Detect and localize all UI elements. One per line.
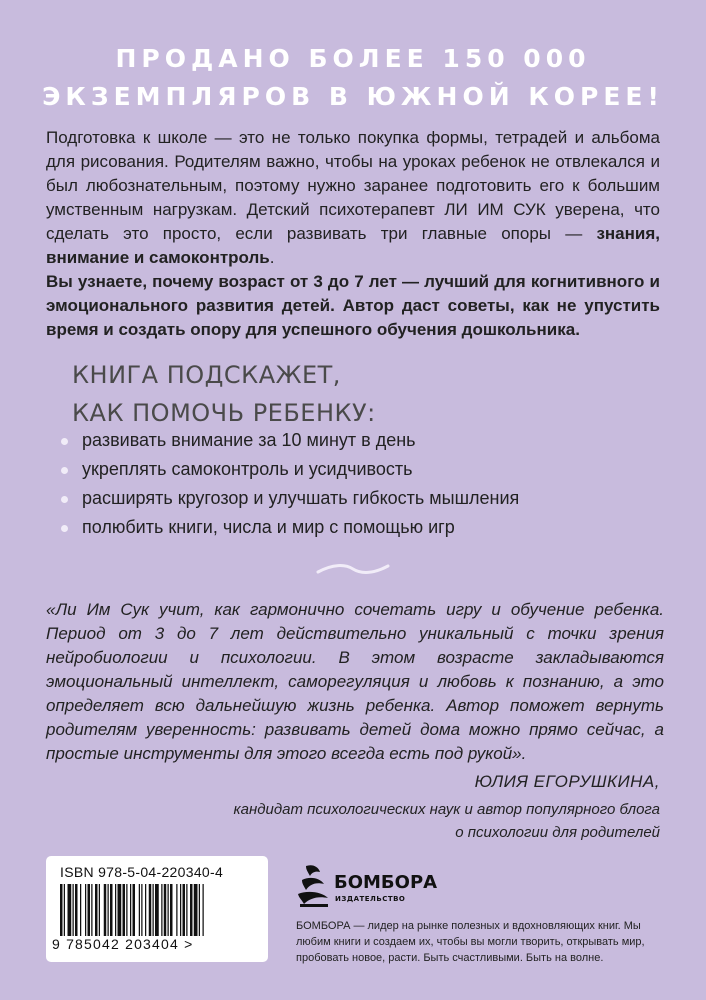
bullet-dot-icon — [61, 438, 68, 445]
headline-line-1: ПРОДАНО БОЛЕЕ 150 000 — [115, 44, 591, 73]
barcode-bar — [60, 884, 63, 936]
barcode-bar — [176, 884, 177, 936]
bullet-dot-icon — [61, 467, 68, 474]
list-item — [60, 513, 660, 542]
barcode-bar — [73, 884, 74, 936]
isbn-text: ISBN 978-5-04-220340-4 — [60, 864, 224, 880]
barcode-bar — [118, 884, 122, 936]
barcode-bar — [91, 884, 92, 936]
barcode-bar — [170, 884, 173, 936]
benefits-list — [60, 426, 660, 542]
barcode-bar — [186, 884, 187, 936]
testimonial-quote: «Ли Им Сук учит, как гармонично сочетать игру и обучение ребенка. Период от 3 до 7 лет действительно уникальный с точки зрения нейробиологии и психологии. В этом возрасте закладываются эмоциональный интеллект, саморегуляция и любовь к познанию, а это определяет всю дальнейшую жизнь ребенка. Автор поможет вернуть родителям уверенность: развивать детей дома можно прямо сейчас, а простые инструменты для этого всегда есть под рукой». — [46, 600, 664, 763]
book-heading-line-2: КАК ПОМОЧЬ РЕБЕНКУ: — [72, 399, 376, 427]
barcode-panel — [46, 856, 268, 962]
barcode-bar — [130, 884, 131, 936]
summary-paragraph — [46, 270, 660, 342]
barcode-bar — [164, 884, 167, 936]
summary-text: Вы узнаете, почему возраст от 3 до 7 лет — лучший для когнитивного и эмоционального развития детей. Автор даст советы, как не упустить время и создать опору для успешного обучения дошкольника. — [46, 272, 660, 339]
intro-end: . — [269, 248, 275, 267]
barcode-bar — [155, 884, 159, 936]
barcode-bar — [88, 884, 91, 936]
list-item-text: укреплять самоконтроль и усидчивость — [82, 459, 413, 479]
barcode-bar — [190, 884, 193, 936]
barcode-bar — [161, 884, 162, 936]
headline — [0, 40, 706, 116]
intro-text: Подготовка к школе — это не только покупка формы, тетрадей и альбома для рисования. Родителям важно, чтобы на уроках ребенок не отвлекался и был любознательным, поэтому нужно заранее подготовить его к большим умственным нагрузкам. Детский психотерапевт ЛИ ИМ СУК уверена, что сделать это просто, если развивать три главные опоры — — [46, 128, 660, 243]
barcode-bar — [80, 884, 81, 936]
barcode-bar — [194, 884, 198, 936]
author-credentials — [160, 798, 660, 844]
barcode-bar — [153, 884, 154, 936]
barcode-bar — [139, 884, 140, 936]
headline-line-2: ЭКЗЕМПЛЯРОВ В ЮЖНОЙ КОРЕЕ! — [42, 82, 664, 111]
barcode-bar — [133, 884, 136, 936]
barcode-bar — [168, 884, 169, 936]
barcode-bar — [108, 884, 109, 936]
list-item-text: расширять кругозор и улучшать гибкость мышления — [82, 488, 520, 508]
barcode-digits: 9 785042 203404 > — [52, 936, 194, 952]
quote-author: ЮЛИЯ ЕГОРУШКИНА, — [474, 772, 660, 791]
barcode-bar — [183, 884, 186, 936]
barcode-bar — [68, 884, 72, 936]
book-heading — [72, 356, 376, 432]
list-item — [60, 455, 660, 484]
book-heading-line-1: КНИГА ПОДСКАЖЕТ, — [72, 361, 341, 389]
list-item-text: полюбить книги, числа и мир с помощью игр — [82, 517, 455, 537]
barcode-bar — [85, 884, 86, 936]
barcode-bar — [99, 884, 100, 936]
list-item — [60, 484, 660, 513]
intro-paragraph — [46, 126, 660, 270]
barcode-bar — [64, 884, 65, 936]
bullet-dot-icon — [61, 496, 68, 503]
barcode-bar — [180, 884, 181, 936]
barcode-bar — [104, 884, 107, 936]
barcode-bar — [149, 884, 152, 936]
barcode-bar — [199, 884, 200, 936]
barcode-bar — [123, 884, 126, 936]
barcode-icon — [60, 884, 256, 936]
bullet-dot-icon — [61, 525, 68, 532]
bombora-logo-icon — [296, 862, 332, 908]
author-credentials-line-1: кандидат психологических наук и автор популярного блога — [233, 801, 660, 818]
barcode-bar — [141, 884, 142, 936]
barcode-bar — [115, 884, 116, 936]
barcode-bar — [126, 884, 127, 936]
wave-divider-icon — [315, 562, 391, 576]
barcode-bar — [203, 884, 204, 936]
publisher-subtitle: ИЗДАТЕЛЬСТВО — [335, 895, 406, 903]
list-item-text: развивать внимание за 10 минут в день — [82, 430, 416, 450]
barcode-bar — [110, 884, 113, 936]
author-credentials-line-2: о психологии для родителей — [455, 824, 660, 841]
intro-bold-text: знания, внимание и самоконтроль — [46, 224, 660, 267]
list-item — [60, 426, 660, 455]
barcode-bar — [95, 884, 98, 936]
publisher-name: БОМБОРА — [334, 872, 438, 893]
barcode-bar — [75, 884, 78, 936]
publisher-description: БОМБОРА — лидер на рынке полезных и вдохновляющих книг. Мы любим книги и создаем их, чтобы вы могли творить, открывать мир, пробовать новое, расти. Быть счастливыми. Быть на волне. — [296, 920, 645, 964]
barcode-bar — [145, 884, 146, 936]
